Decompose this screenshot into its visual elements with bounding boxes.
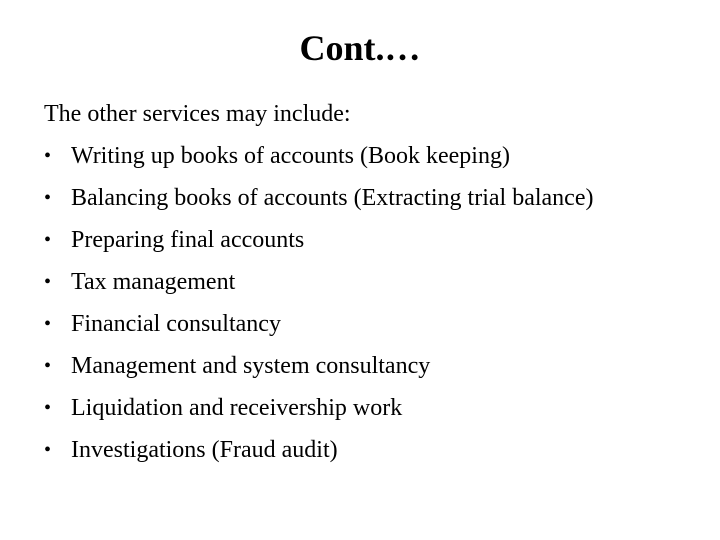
bullet-icon: • — [44, 439, 52, 461]
bullet-icon: • — [44, 145, 52, 167]
list-item-text: Investigations (Fraud audit) — [71, 437, 338, 463]
list-item-text: Balancing books of accounts (Extracting trial balance) — [71, 185, 594, 211]
bullet-icon: • — [44, 397, 52, 419]
bullet-icon: • — [44, 229, 52, 251]
bullet-icon: • — [44, 187, 52, 209]
bullet-icon: • — [44, 271, 52, 293]
intro-text: The other services may include: — [44, 101, 351, 127]
list-item-text: Preparing final accounts — [71, 227, 305, 253]
list-item-text: Tax management — [71, 269, 236, 295]
bullet-icon: • — [44, 355, 52, 377]
bullet-icon: • — [44, 313, 52, 335]
list-item-text: Management and system consultancy — [71, 353, 431, 379]
list-item-text: Liquidation and receivership work — [71, 395, 403, 421]
list-item-text: Financial consultancy — [71, 311, 281, 337]
list-item-text: Writing up books of accounts (Book keeping) — [71, 143, 510, 169]
slide-title: Cont.… — [299, 28, 421, 68]
